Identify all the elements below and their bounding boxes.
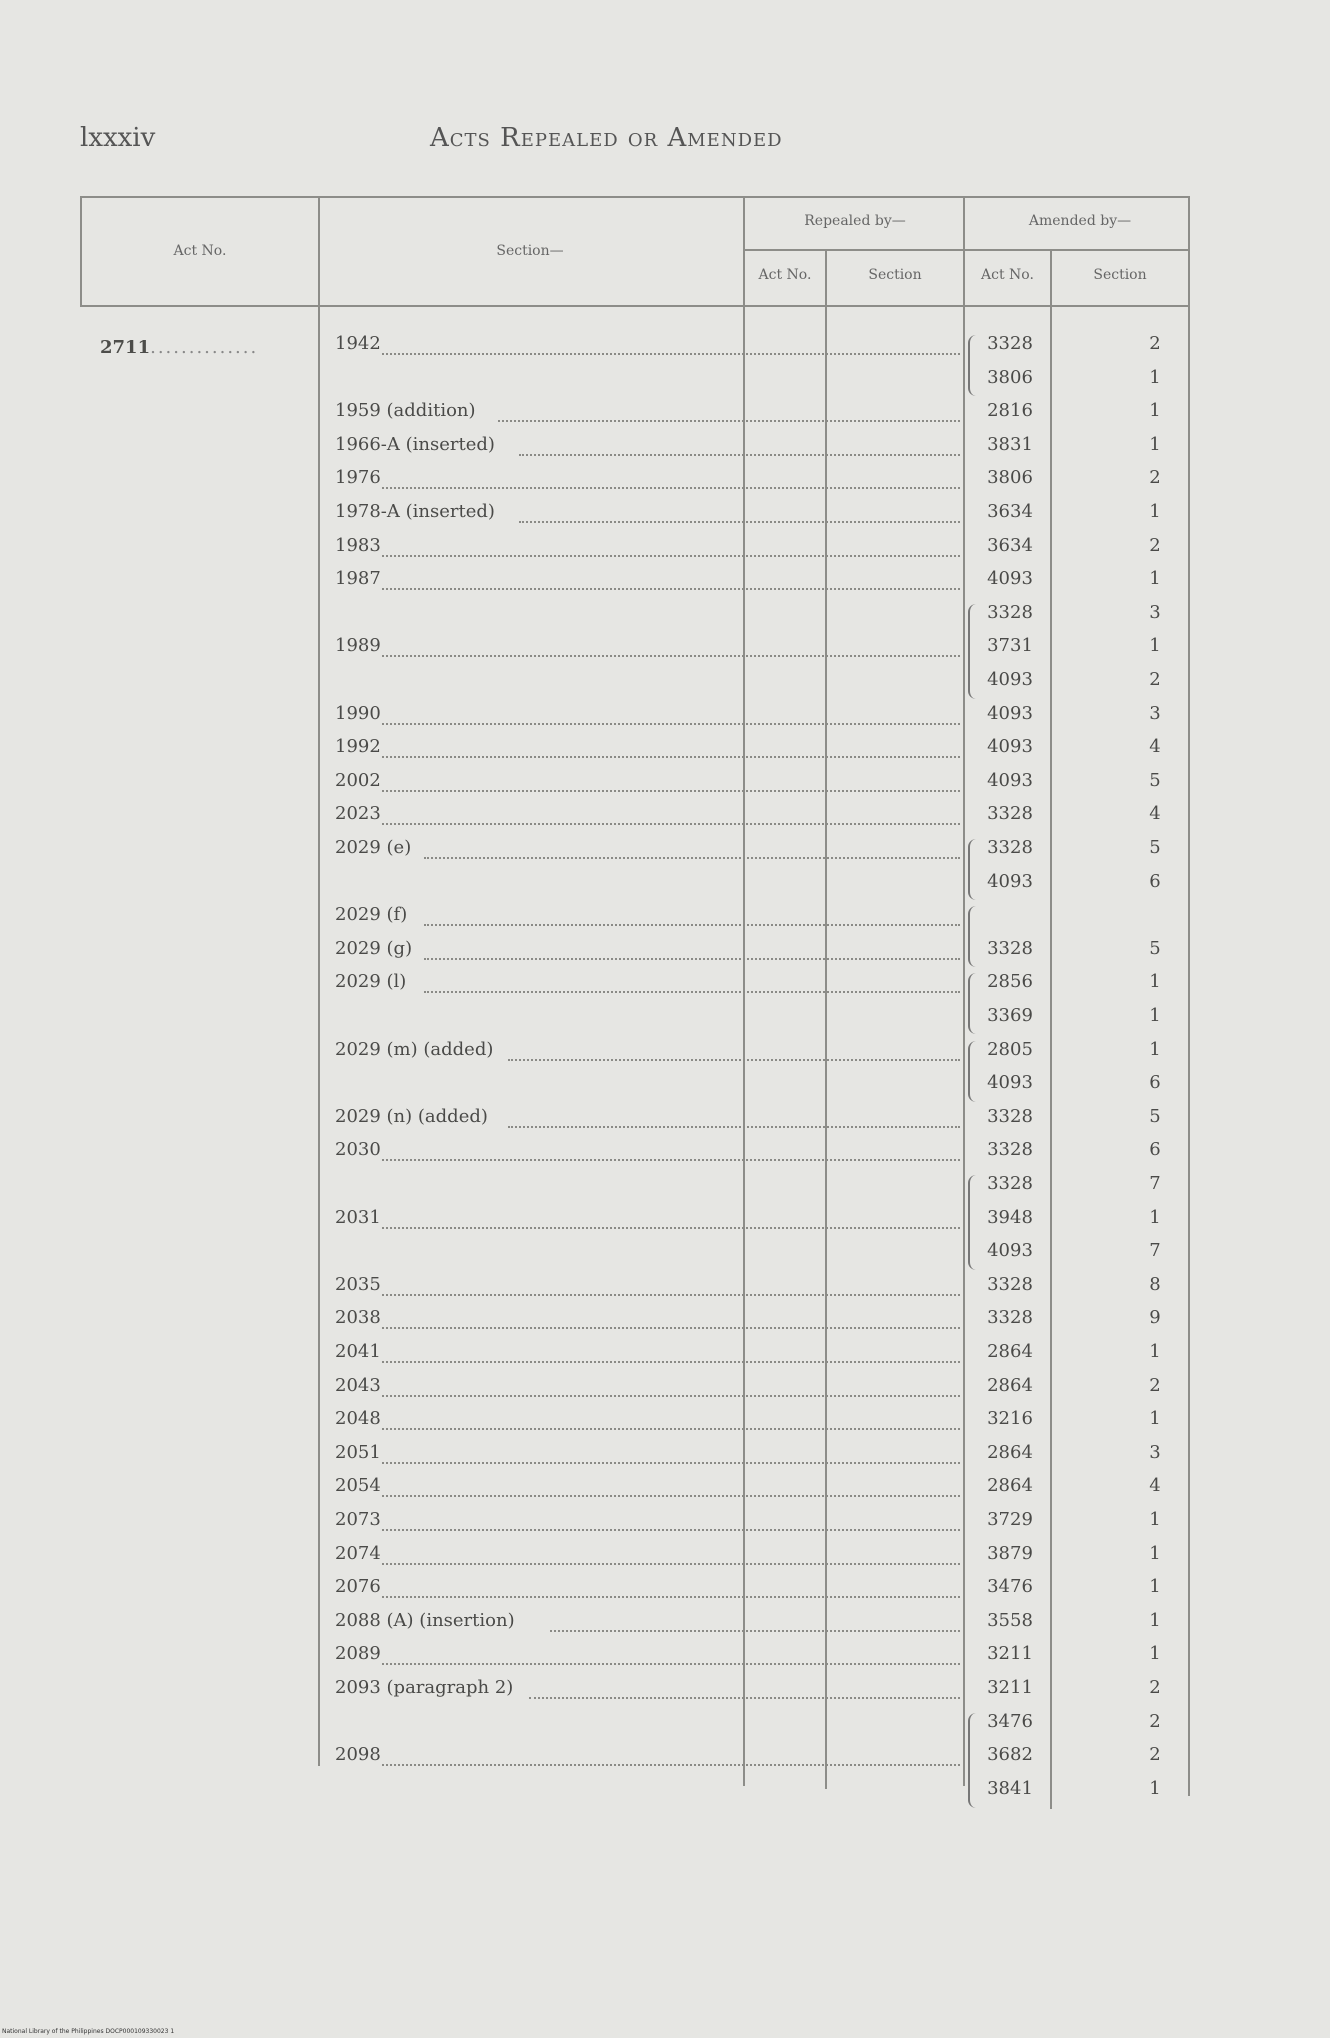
header-amended-section: Section — [1093, 267, 1147, 283]
amended-act-cell: 3328 — [987, 1307, 1033, 1328]
amended-section-cell: 1 — [1149, 1005, 1161, 1026]
amended-act-cell: 3328 — [987, 1106, 1033, 1127]
dot-leader — [382, 588, 960, 590]
dot-leader — [382, 1529, 960, 1531]
dot-leader — [508, 1059, 960, 1061]
table-row — [0, 333, 1330, 363]
dot-leader — [382, 1395, 960, 1397]
dot-leader — [382, 655, 960, 657]
table-row — [0, 1643, 1330, 1673]
amended-section-cell: 2 — [1149, 1711, 1161, 1732]
amended-section-cell: 5 — [1149, 1106, 1161, 1127]
table-row — [0, 1408, 1330, 1438]
amended-act-cell: 3328 — [987, 602, 1033, 623]
amended-act-cell: 3476 — [987, 1576, 1033, 1597]
section-cell: 2035 — [335, 1274, 381, 1295]
table-row — [0, 1744, 1330, 1774]
amended-act-cell: 2864 — [987, 1442, 1033, 1463]
amended-act-cell: 2816 — [987, 400, 1033, 421]
section-cell: 1959 (addition) — [335, 400, 476, 421]
amended-section-cell: 2 — [1149, 669, 1161, 690]
amended-section-cell: 1 — [1149, 1509, 1161, 1530]
section-cell: 2029 (g) — [335, 938, 413, 959]
header-repealed-section: Section — [868, 267, 922, 283]
dot-leader — [550, 1630, 960, 1632]
amended-section-cell: 1 — [1149, 1643, 1161, 1664]
amended-act-cell: 3806 — [987, 367, 1033, 388]
amended-section-cell: 5 — [1149, 938, 1161, 959]
table-row — [0, 736, 1330, 766]
table-row — [0, 1240, 1330, 1270]
table-row — [0, 837, 1330, 867]
amended-section-cell: 1 — [1149, 1543, 1161, 1564]
header-section: Section— — [496, 243, 564, 259]
table-row — [0, 367, 1330, 397]
grouping-brace — [968, 1041, 978, 1102]
header-repealed-by: Repealed by— — [804, 213, 906, 229]
table-row — [0, 669, 1330, 699]
amended-section-cell: 7 — [1149, 1173, 1161, 1194]
header-amended-by: Amended by— — [1028, 213, 1132, 229]
dot-leader — [382, 1596, 960, 1598]
grouping-brace — [968, 604, 978, 699]
amended-act-cell: 3948 — [987, 1207, 1033, 1228]
table-row — [0, 1610, 1330, 1640]
amended-act-cell: 3216 — [987, 1408, 1033, 1429]
dot-leader — [382, 1764, 960, 1766]
amended-act-cell: 3328 — [987, 938, 1033, 959]
dot-leader — [382, 723, 960, 725]
amended-act-cell: 3879 — [987, 1543, 1033, 1564]
section-cell: 1990 — [335, 703, 381, 724]
table-row — [0, 568, 1330, 598]
amended-act-cell: 4093 — [987, 871, 1033, 892]
section-cell: 2093 (paragraph 2) — [335, 1677, 514, 1698]
amended-section-cell: 1 — [1149, 367, 1161, 388]
dot-leader — [519, 521, 961, 523]
section-cell: 2054 — [335, 1475, 381, 1496]
table-row — [0, 871, 1330, 901]
table-row — [0, 602, 1330, 632]
dot-leader — [382, 823, 960, 825]
table-row — [0, 535, 1330, 565]
dot-leader — [382, 1227, 960, 1229]
grouping-brace — [968, 906, 978, 967]
section-cell: 1978-A (inserted) — [335, 501, 495, 522]
amended-section-cell: 2 — [1149, 333, 1161, 354]
amended-act-cell: 4093 — [987, 669, 1033, 690]
dot-leader — [508, 1126, 960, 1128]
amended-section-cell: 1 — [1149, 1610, 1161, 1631]
table-row — [0, 770, 1330, 800]
amended-act-cell: 2864 — [987, 1475, 1033, 1496]
dot-leader — [382, 1327, 960, 1329]
section-cell: 2023 — [335, 803, 381, 824]
footer-credit: National Library of the Philippines DOCP000109330023 1 — [2, 2028, 175, 2035]
section-cell: 2030 — [335, 1139, 381, 1160]
table-row — [0, 904, 1330, 934]
amended-section-cell: 3 — [1149, 703, 1161, 724]
section-cell: 2038 — [335, 1307, 381, 1328]
section-cell: 1989 — [335, 635, 381, 656]
header-amended-act-no: Act No. — [981, 267, 1034, 283]
table-row — [0, 938, 1330, 968]
amended-section-cell: 1 — [1149, 635, 1161, 656]
amended-section-cell: 4 — [1149, 803, 1161, 824]
table-row — [0, 703, 1330, 733]
amended-act-cell: 2864 — [987, 1341, 1033, 1362]
amended-section-cell: 4 — [1149, 736, 1161, 757]
section-cell: 1987 — [335, 568, 381, 589]
amended-act-cell: 3328 — [987, 1274, 1033, 1295]
header-act-no: Act No. — [173, 243, 227, 259]
amended-section-cell: 1 — [1149, 971, 1161, 992]
amended-section-cell: 1 — [1149, 434, 1161, 455]
amended-section-cell: 3 — [1149, 602, 1161, 623]
section-cell: 2051 — [335, 1442, 381, 1463]
section-cell: 2029 (l) — [335, 971, 407, 992]
section-cell: 2073 — [335, 1509, 381, 1530]
table-row — [0, 501, 1330, 531]
grouping-brace — [968, 839, 978, 900]
amended-act-cell: 3682 — [987, 1744, 1033, 1765]
amended-act-cell: 4093 — [987, 568, 1033, 589]
dot-leader — [424, 958, 960, 960]
table-row — [0, 1509, 1330, 1539]
table-row — [0, 467, 1330, 497]
amended-section-cell: 1 — [1149, 1778, 1161, 1799]
amended-act-cell: 4093 — [987, 770, 1033, 791]
amended-act-cell: 4093 — [987, 1240, 1033, 1261]
page-number: lxxxiv — [80, 123, 156, 153]
grouping-brace — [968, 973, 978, 1034]
amended-act-cell: 3476 — [987, 1711, 1033, 1732]
amended-section-cell: 5 — [1149, 837, 1161, 858]
table-row — [0, 1207, 1330, 1237]
amended-section-cell: 6 — [1149, 871, 1161, 892]
section-cell: 1942 — [335, 333, 381, 354]
table-row — [0, 400, 1330, 430]
dot-leader — [529, 1697, 960, 1699]
table-row — [0, 434, 1330, 464]
table-row — [0, 1274, 1330, 1304]
table-row — [0, 1173, 1330, 1203]
table-row — [0, 1375, 1330, 1405]
dot-leader — [382, 353, 960, 355]
amended-act-cell: 3634 — [987, 535, 1033, 556]
dot-leader — [382, 555, 960, 557]
section-cell: 2041 — [335, 1341, 381, 1362]
amended-act-cell: 3841 — [987, 1778, 1033, 1799]
table-row — [0, 1005, 1330, 1035]
dot-leader — [382, 756, 960, 758]
dot-leader — [424, 857, 960, 859]
dot-leader — [382, 1663, 960, 1665]
dot-leader — [519, 454, 961, 456]
amended-act-cell: 3328 — [987, 1139, 1033, 1160]
table-row — [0, 1576, 1330, 1606]
amended-act-cell: 3729 — [987, 1509, 1033, 1530]
amended-act-cell: 2864 — [987, 1375, 1033, 1396]
section-cell: 2029 (e) — [335, 837, 412, 858]
header-repealed-act-no: Act No. — [758, 267, 812, 283]
section-cell: 2029 (n) (added) — [335, 1106, 488, 1127]
table-row — [0, 1072, 1330, 1102]
grouping-brace — [968, 335, 978, 396]
amended-act-cell: 3211 — [987, 1643, 1033, 1664]
table-row — [0, 803, 1330, 833]
table-row — [0, 1106, 1330, 1136]
amended-act-cell: 3831 — [987, 434, 1033, 455]
section-cell: 2043 — [335, 1375, 381, 1396]
amended-act-cell: 2805 — [987, 1039, 1033, 1060]
dot-leader — [424, 924, 960, 926]
act-number: 2711.............. — [100, 337, 259, 358]
amended-section-cell: 6 — [1149, 1072, 1161, 1093]
amended-section-cell: 2 — [1149, 535, 1161, 556]
amended-act-cell: 3634 — [987, 501, 1033, 522]
section-cell: 2088 (A) (insertion) — [335, 1610, 515, 1631]
section-cell: 2029 (f) — [335, 904, 408, 925]
section-cell: 2074 — [335, 1543, 381, 1564]
section-cell: 2076 — [335, 1576, 381, 1597]
amended-section-cell: 2 — [1149, 467, 1161, 488]
amended-section-cell: 1 — [1149, 1039, 1161, 1060]
dot-leader — [382, 1159, 960, 1161]
amended-section-cell: 3 — [1149, 1442, 1161, 1463]
amended-section-cell: 9 — [1149, 1307, 1161, 1328]
amended-section-cell: 1 — [1149, 400, 1161, 421]
amended-act-cell: 3806 — [987, 467, 1033, 488]
table-row — [0, 635, 1330, 665]
dot-leader — [382, 1428, 960, 1430]
dot-leader — [382, 1462, 960, 1464]
amended-section-cell: 5 — [1149, 770, 1161, 791]
amended-act-cell: 3328 — [987, 333, 1033, 354]
amended-section-cell: 1 — [1149, 1341, 1161, 1362]
table-row — [0, 1341, 1330, 1371]
dot-leader — [382, 1495, 960, 1497]
amended-act-cell: 4093 — [987, 703, 1033, 724]
table-row — [0, 1039, 1330, 1069]
section-cell: 2098 — [335, 1744, 381, 1765]
page-title: Acts Repealed or Amended — [430, 123, 783, 153]
amended-section-cell: 6 — [1149, 1139, 1161, 1160]
table-row — [0, 1442, 1330, 1472]
amended-section-cell: 1 — [1149, 501, 1161, 522]
amended-act-cell: 3211 — [987, 1677, 1033, 1698]
amended-act-cell: 3369 — [987, 1005, 1033, 1026]
grouping-brace — [968, 1175, 978, 1270]
dot-leader — [424, 991, 960, 993]
table-row — [0, 1711, 1330, 1741]
amended-section-cell: 2 — [1149, 1677, 1161, 1698]
section-cell: 2089 — [335, 1643, 381, 1664]
dot-leader — [498, 420, 961, 422]
amended-section-cell: 2 — [1149, 1375, 1161, 1396]
dot-leader — [382, 487, 960, 489]
table-row — [0, 971, 1330, 1001]
table-row — [0, 1778, 1330, 1808]
amended-section-cell: 1 — [1149, 1408, 1161, 1429]
amended-act-cell: 3328 — [987, 837, 1033, 858]
dot-leader — [382, 790, 960, 792]
amended-section-cell: 1 — [1149, 1207, 1161, 1228]
section-cell: 2029 (m) (added) — [335, 1039, 494, 1060]
section-cell: 1976 — [335, 467, 381, 488]
amended-act-cell: 3731 — [987, 635, 1033, 656]
dot-leader — [382, 1294, 960, 1296]
amended-section-cell: 2 — [1149, 1744, 1161, 1765]
table-row — [0, 1475, 1330, 1505]
amended-act-cell: 3558 — [987, 1610, 1033, 1631]
amended-section-cell: 1 — [1149, 568, 1161, 589]
amended-act-cell: 2856 — [987, 971, 1033, 992]
section-cell: 1983 — [335, 535, 381, 556]
amended-act-cell: 3328 — [987, 1173, 1033, 1194]
section-cell: 1966-A (inserted) — [335, 434, 495, 455]
amended-section-cell: 1 — [1149, 1576, 1161, 1597]
table-row — [0, 1139, 1330, 1169]
section-cell: 2031 — [335, 1207, 381, 1228]
amended-section-cell: 8 — [1149, 1274, 1161, 1295]
grouping-brace — [968, 1713, 978, 1808]
amended-act-cell: 4093 — [987, 1072, 1033, 1093]
table-row — [0, 1543, 1330, 1573]
amended-section-cell: 4 — [1149, 1475, 1161, 1496]
section-cell: 2048 — [335, 1408, 381, 1429]
table-row — [0, 1307, 1330, 1337]
section-cell: 2002 — [335, 770, 381, 791]
dot-leader — [382, 1563, 960, 1565]
amended-section-cell: 7 — [1149, 1240, 1161, 1261]
section-cell: 1992 — [335, 736, 381, 757]
amended-act-cell: 3328 — [987, 803, 1033, 824]
dot-leader — [382, 1361, 960, 1363]
amended-act-cell: 4093 — [987, 736, 1033, 757]
table-row — [0, 1677, 1330, 1707]
